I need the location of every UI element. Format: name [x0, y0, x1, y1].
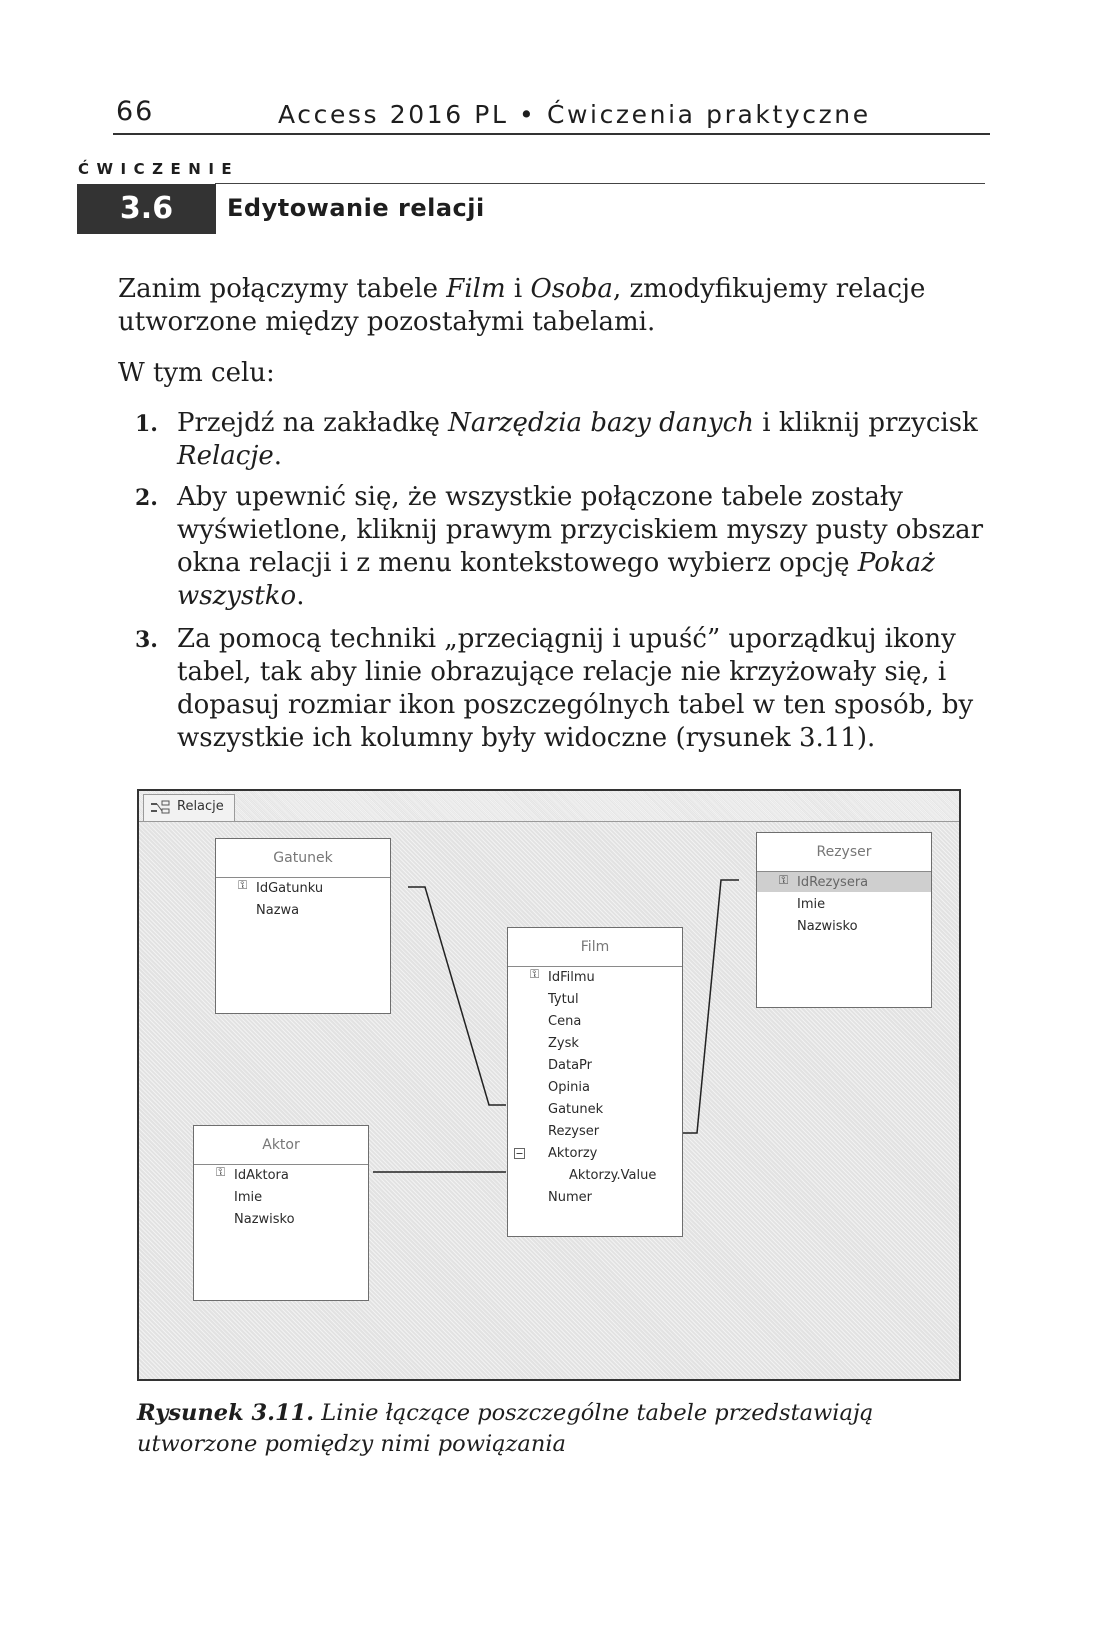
exercise-title: Edytowanie relacji	[227, 194, 485, 222]
table-title: Aktor	[194, 1126, 368, 1165]
field-name[interactable]: Nazwisko	[234, 1212, 295, 1227]
field-name[interactable]: Opinia	[548, 1080, 590, 1095]
exercise-rule	[215, 183, 985, 184]
table-gatunek[interactable]	[215, 838, 391, 1014]
relationships-figure	[137, 789, 961, 1381]
key-icon: ⚿	[216, 1165, 226, 1179]
field-name[interactable]: Cena	[548, 1014, 582, 1029]
field-name[interactable]: Gatunek	[548, 1102, 604, 1117]
figure-caption	[137, 1398, 987, 1460]
field-name[interactable]: IdAktora	[234, 1168, 289, 1183]
field-name[interactable]: Imie	[797, 897, 826, 912]
minus-box-icon[interactable]	[514, 1148, 525, 1159]
field-name[interactable]: Aktorzy.Value	[569, 1168, 657, 1183]
step-text: Aby upewnić się, że wszystkie połączone tabele zostały wyświetlone, kliknij prawym przyciskiem myszy pusty obszar okna relacji i z menu kontekstowego wybierz opcję Pokaż wszystko.	[177, 482, 984, 611]
table-title: Film	[508, 928, 682, 967]
field-name[interactable]: Nazwisko	[797, 919, 858, 934]
field-name[interactable]: Rezyser	[548, 1124, 600, 1139]
field-name[interactable]: Tytul	[548, 992, 579, 1007]
table-aktor[interactable]	[193, 1125, 369, 1301]
field-name[interactable]: Numer	[548, 1190, 592, 1205]
key-icon: ⚿	[530, 967, 540, 981]
step-text: Przejdź na zakładkę Narzędzia bazy danych i kliknij przycisk Relacje.	[177, 408, 978, 471]
key-icon: ⚿	[779, 873, 789, 887]
caption-text: Linie łączące poszczególne tabele przedstawiają utworzone pomiędzy nimi powiązania	[137, 1400, 874, 1457]
field-name[interactable]: DataPr	[548, 1058, 592, 1073]
field-name[interactable]: Aktorzy	[548, 1146, 598, 1161]
step-number: 1.	[135, 411, 158, 437]
field-name[interactable]: Zysk	[548, 1036, 579, 1051]
field-name[interactable]: IdRezysera	[797, 875, 869, 890]
field-name[interactable]: IdGatunku	[256, 881, 324, 896]
step-text: Za pomocą techniki „przeciągnij i upuść” uporządkuj ikony tabel, tak aby linie obrazujące relacje nie krzyżowały się, i dopasuj rozmiar ikon poszczególnych tabel w ten sposób, by wszystkie ich kolumny były widoczne (rysunek 3.11).	[177, 624, 974, 753]
field-name[interactable]: IdFilmu	[548, 970, 595, 985]
table-title: Rezyser	[757, 833, 931, 872]
intro-goal: W tym celu:	[118, 358, 275, 388]
field-name[interactable]: Imie	[234, 1190, 263, 1205]
table-name-film: Film	[446, 274, 506, 304]
exercise-label: ĆWICZENIE	[78, 160, 240, 178]
table-rezyser[interactable]	[756, 832, 932, 1008]
tab-label: Relacje	[177, 799, 224, 814]
page-number: 66	[116, 96, 155, 127]
header-rule	[113, 133, 990, 135]
key-icon: ⚿	[238, 878, 248, 892]
step-number: 2.	[135, 485, 158, 511]
field-name[interactable]: Nazwa	[256, 903, 300, 918]
intro-paragraph: Zanim połączymy tabele Film i Osoba, zmodyfikujemy relacje utworzone między pozostałymi tabelami.	[118, 274, 926, 337]
table-title: Gatunek	[216, 839, 390, 878]
relation-gatunek-film	[408, 887, 506, 1105]
running-head: Access 2016 PL • Ćwiczenia praktyczne	[278, 100, 871, 129]
step-number: 3.	[135, 627, 158, 653]
exercise-number: 3.6	[77, 184, 216, 234]
table-film[interactable]	[507, 927, 683, 1237]
caption-label: Rysunek 3.11.	[137, 1400, 315, 1426]
table-name-osoba: Osoba	[530, 274, 613, 304]
relation-rezyser-film	[675, 880, 739, 1133]
